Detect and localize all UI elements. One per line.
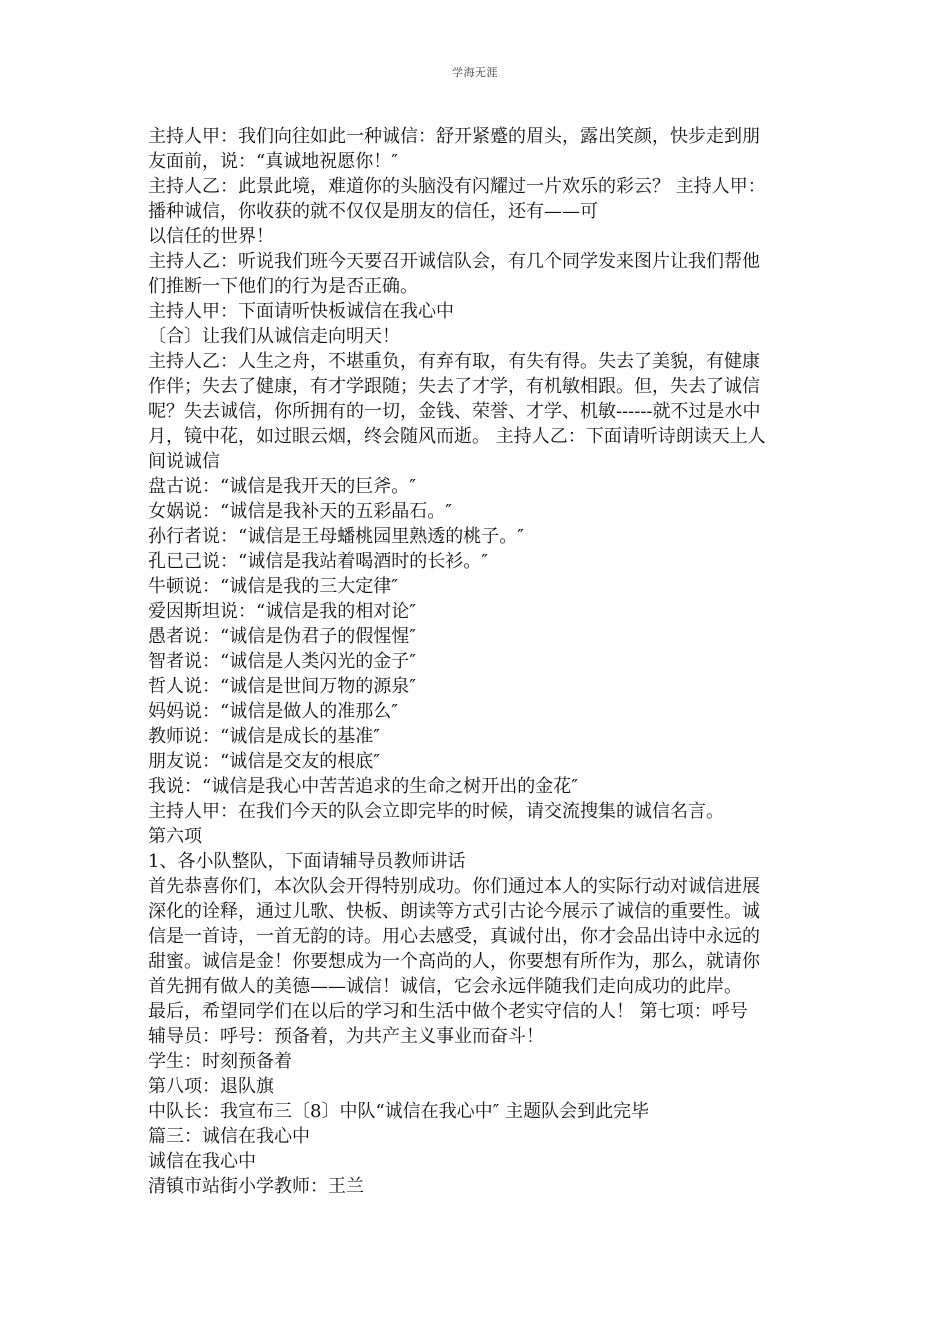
text-line: 愚者说：“诚信是伪君子的假惺惺″ (148, 626, 416, 647)
text-line: 以信任的世界！ (148, 226, 274, 247)
text-line: 月，镜中花，如过眼云烟，终会随风而逝。 主持人乙：下面请听诗朗读天上人 (148, 426, 766, 447)
text-line: 深化的诠释，通过儿歌、快板、朗读等方式引古论今展示了诚信的重要性。诚 (148, 901, 760, 922)
text-line: 首先恭喜你们，本次队会开得特别成功。你们通过本人的实际行动对诚信进展 (148, 876, 760, 897)
text-line: 间说诚信 (148, 451, 220, 472)
text-line: 学生：时刻预备着 (148, 1051, 292, 1072)
text-line: 妈妈说：“诚信是做人的准那么″ (148, 701, 398, 722)
text-line: 最后，希望同学们在以后的学习和生活中做个老实守信的人！ 第七项：呼号 (148, 1001, 748, 1022)
text-line: 我说：“诚信是我心中苦苦追求的生命之树开出的金花″ (148, 776, 578, 797)
text-line: 篇三：诚信在我心中 (148, 1126, 310, 1147)
text-line: 主持人甲：我们向往如此一种诚信：舒开紧蹙的眉头，露出笑颜，快步走到朋 (148, 126, 760, 147)
text-line: 1、各小队整队，下面请辅导员教师讲话 (148, 851, 466, 872)
text-line: 孔已己说：“诚信是我站着喝酒时的长衫。″ (148, 551, 488, 572)
text-line: 第六项 (148, 826, 202, 847)
page-header: 学海无涯 (452, 66, 498, 79)
text-line: 教师说：“诚信是成长的基准″ (148, 726, 380, 747)
text-line: 盘古说：“诚信是我开天的巨斧。″ (148, 476, 416, 497)
text-line: 爱因斯坦说：“诚信是我的相对论″ (148, 601, 416, 622)
text-line: 首先拥有做人的美德——诚信！诚信，它会永远伴随我们走向成功的此岸。 (148, 976, 742, 997)
text-line: 诚信在我心中 (148, 1151, 256, 1172)
text-line: 友面前，说：“真诚地祝愿你！″ (148, 151, 398, 172)
text-line: 哲人说：“诚信是世间万物的源泉″ (148, 676, 416, 697)
text-line: 第八项：退队旗 (148, 1076, 274, 1097)
text-line: 主持人乙：听说我们班今天要召开诚信队会，有几个同学发来图片让我们帮他 (148, 251, 760, 272)
text-line: 主持人乙：此景此境，难道你的头脑没有闪耀过一片欢乐的彩云？ 主持人甲： (148, 176, 766, 197)
text-line: 辅导员：呼号：预备着，为共产主义事业而奋斗！ (148, 1026, 544, 1047)
text-line: 孙行者说：“诚信是王母蟠桃园里熟透的桃子。″ (148, 526, 524, 547)
text-line: 中队长：我宣布三〔8〕中队“诚信在我心中″ 主题队会到此完毕 (148, 1101, 650, 1122)
text-line: 牛顿说：“诚信是我的三大定律″ (148, 576, 398, 597)
document-body (148, 124, 808, 1199)
text-line: 朋友说：“诚信是交友的根底″ (148, 751, 380, 772)
text-line: 〔合〕让我们从诚信走向明天！ (148, 326, 400, 347)
text-line: 作伴；失去了健康，有才学跟随；失去了才学，有机敏相跟。但，失去了诚信 (148, 376, 760, 397)
text-line: 甜蜜。诚信是金！你要想成为一个高尚的人，你要想有所作为，那么，就请你 (148, 951, 760, 972)
text-line: 们推断一下他们的行为是否正确。 (148, 276, 418, 297)
text-line: 主持人甲：下面请听快板诚信在我心中 (148, 301, 454, 322)
text-line: 播种诚信，你收获的就不仅仅是朋友的信任，还有——可 (148, 201, 598, 222)
text-line: 呢？失去诚信，你所拥有的一切，金钱、荣誉、才学、机敏------就不过是水中 (148, 401, 761, 422)
text-line: 信是一首诗，一首无韵的诗。用心去感受，真诚付出，你才会品出诗中永远的 (148, 926, 760, 947)
text-line: 主持人甲：在我们今天的队会立即完毕的时候，请交流搜集的诚信名言。 (148, 801, 724, 822)
text-line: 主持人乙：人生之舟，不堪重负，有弃有取，有失有得。失去了美貌，有健康 (148, 351, 760, 372)
text-line: 女娲说：“诚信是我补天的五彩晶石。″ (148, 501, 452, 522)
text-line: 清镇市站街小学教师：王兰 (148, 1176, 364, 1197)
text-line: 智者说：“诚信是人类闪光的金子″ (148, 651, 416, 672)
